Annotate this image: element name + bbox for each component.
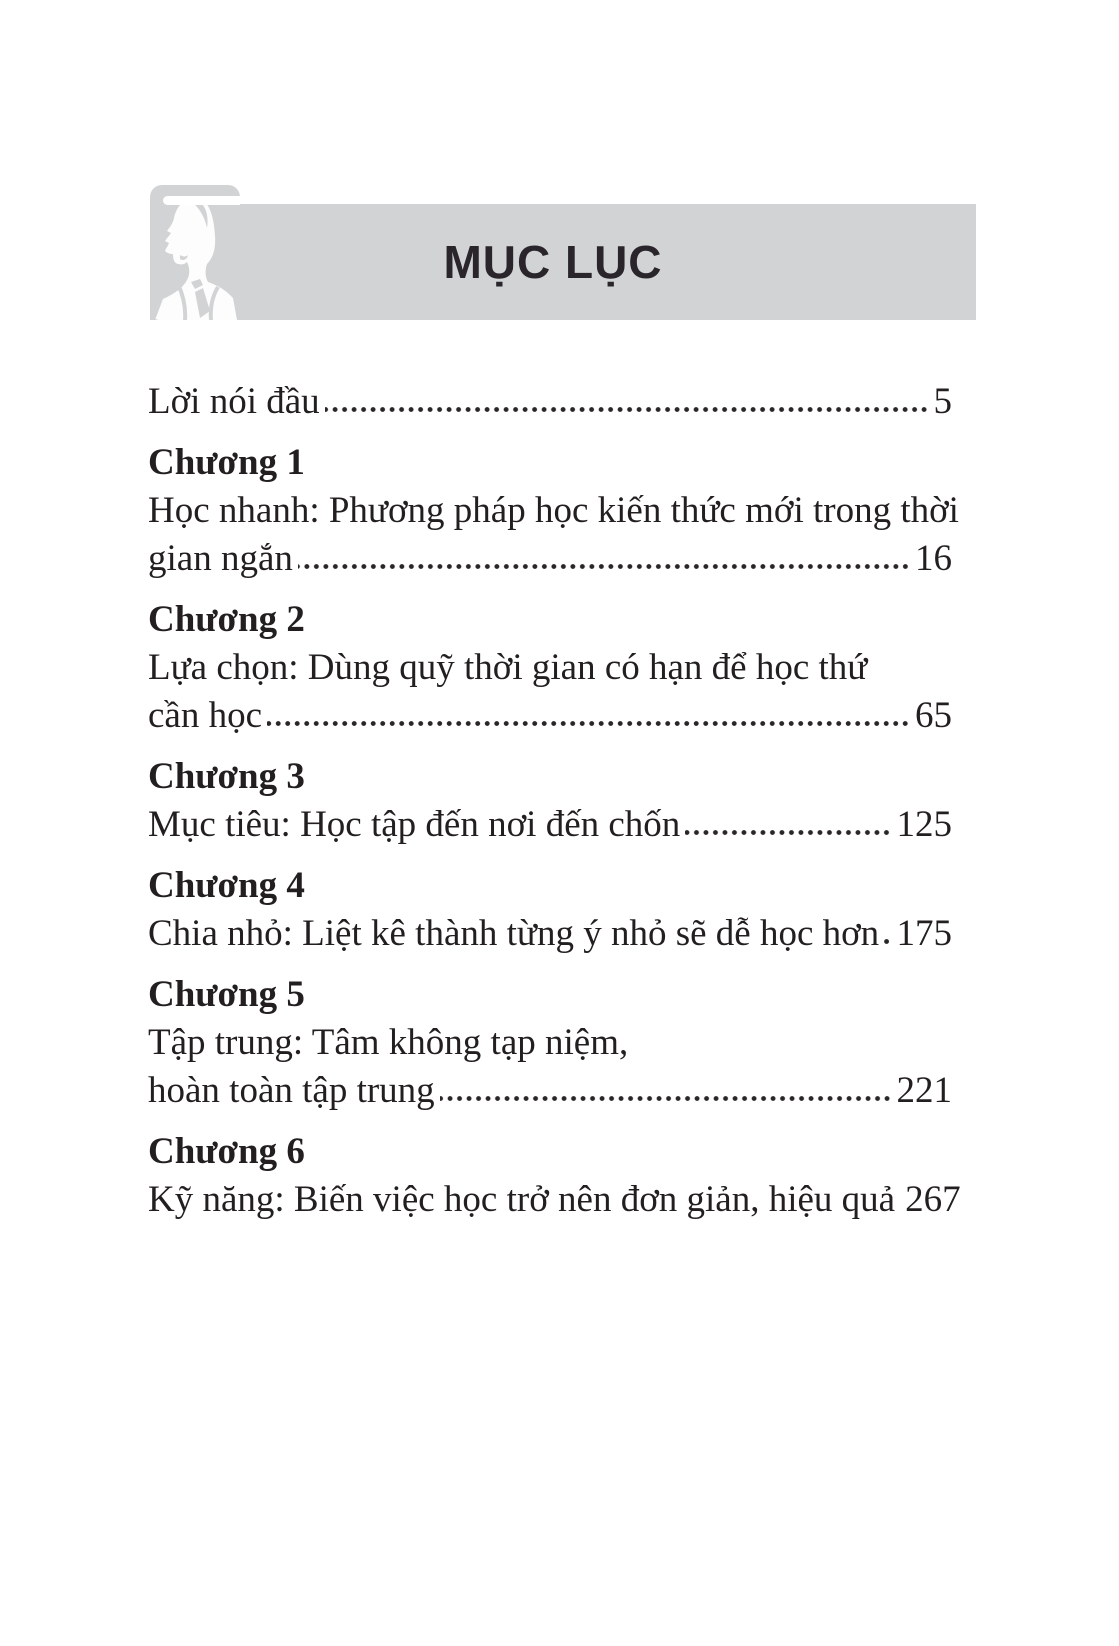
chapter-heading: Chương 6 xyxy=(148,1131,305,1172)
toc-entry xyxy=(148,596,952,740)
dot-leader xyxy=(884,938,891,945)
dot-leader xyxy=(298,563,910,570)
dot-leader xyxy=(685,829,891,836)
chapter-heading: Chương 5 xyxy=(148,974,305,1015)
page-number: 221 xyxy=(896,1070,952,1111)
chapter-title-last-line xyxy=(148,910,952,958)
chapter-title-text: gian ngắn xyxy=(148,538,293,579)
chapter-title-text: cần học xyxy=(148,695,263,736)
chapter-heading: Chương 4 xyxy=(148,865,305,906)
chapter-title-last-line xyxy=(148,378,952,426)
chapter-heading: Chương 2 xyxy=(148,599,305,640)
toc-entry xyxy=(148,378,952,426)
chapter-title-last-line xyxy=(148,801,952,849)
page-number: 267 xyxy=(905,1179,961,1220)
logo-book-slot-icon xyxy=(163,196,240,205)
page-number: 5 xyxy=(933,381,952,422)
toc-list xyxy=(148,378,961,1224)
page-number: 65 xyxy=(915,695,952,736)
toc-entry xyxy=(148,753,952,849)
chapter-title-text: Lời nói đầu xyxy=(148,381,320,422)
page-number: 175 xyxy=(896,913,952,954)
dot-leader xyxy=(267,720,910,727)
chapter-title-last-line xyxy=(148,1176,961,1224)
toc-header-banner xyxy=(150,204,976,320)
chapter-title-text: hoàn toàn tập trung xyxy=(148,1070,435,1111)
chapter-title-last-line xyxy=(148,1067,952,1115)
man-in-suit-silhouette-icon xyxy=(150,185,240,320)
page-title: MỤC LỤC xyxy=(443,236,663,288)
chapter-title-last-line xyxy=(148,535,952,583)
page-number: 125 xyxy=(896,804,952,845)
chapter-heading: Chương 3 xyxy=(148,756,305,797)
publisher-logo xyxy=(150,185,240,320)
dot-leader xyxy=(440,1095,892,1102)
toc-entry xyxy=(148,971,952,1115)
chapter-title-line: Tập trung: Tâm không tạp niệm, xyxy=(148,1022,629,1063)
toc-entry xyxy=(148,1128,961,1224)
chapter-heading: Chương 1 xyxy=(148,442,305,483)
chapter-title-text: Chia nhỏ: Liệt kê thành từng ý nhỏ sẽ dễ học hơn xyxy=(148,913,880,954)
page-number: 16 xyxy=(915,538,952,579)
toc-entry xyxy=(148,439,959,583)
dot-leader xyxy=(325,406,929,413)
toc-entry xyxy=(148,862,952,958)
chapter-title-text: Mục tiêu: Học tập đến nơi đến chốn xyxy=(148,804,681,845)
chapter-title-text: Kỹ năng: Biến việc học trở nên đơn giản, hiệu quả xyxy=(148,1179,896,1220)
chapter-title-last-line xyxy=(148,692,952,740)
chapter-title-line: Lựa chọn: Dùng quỹ thời gian có hạn để học thứ xyxy=(148,647,868,688)
chapter-title-line: Học nhanh: Phương pháp học kiến thức mới trong thời xyxy=(148,490,959,531)
